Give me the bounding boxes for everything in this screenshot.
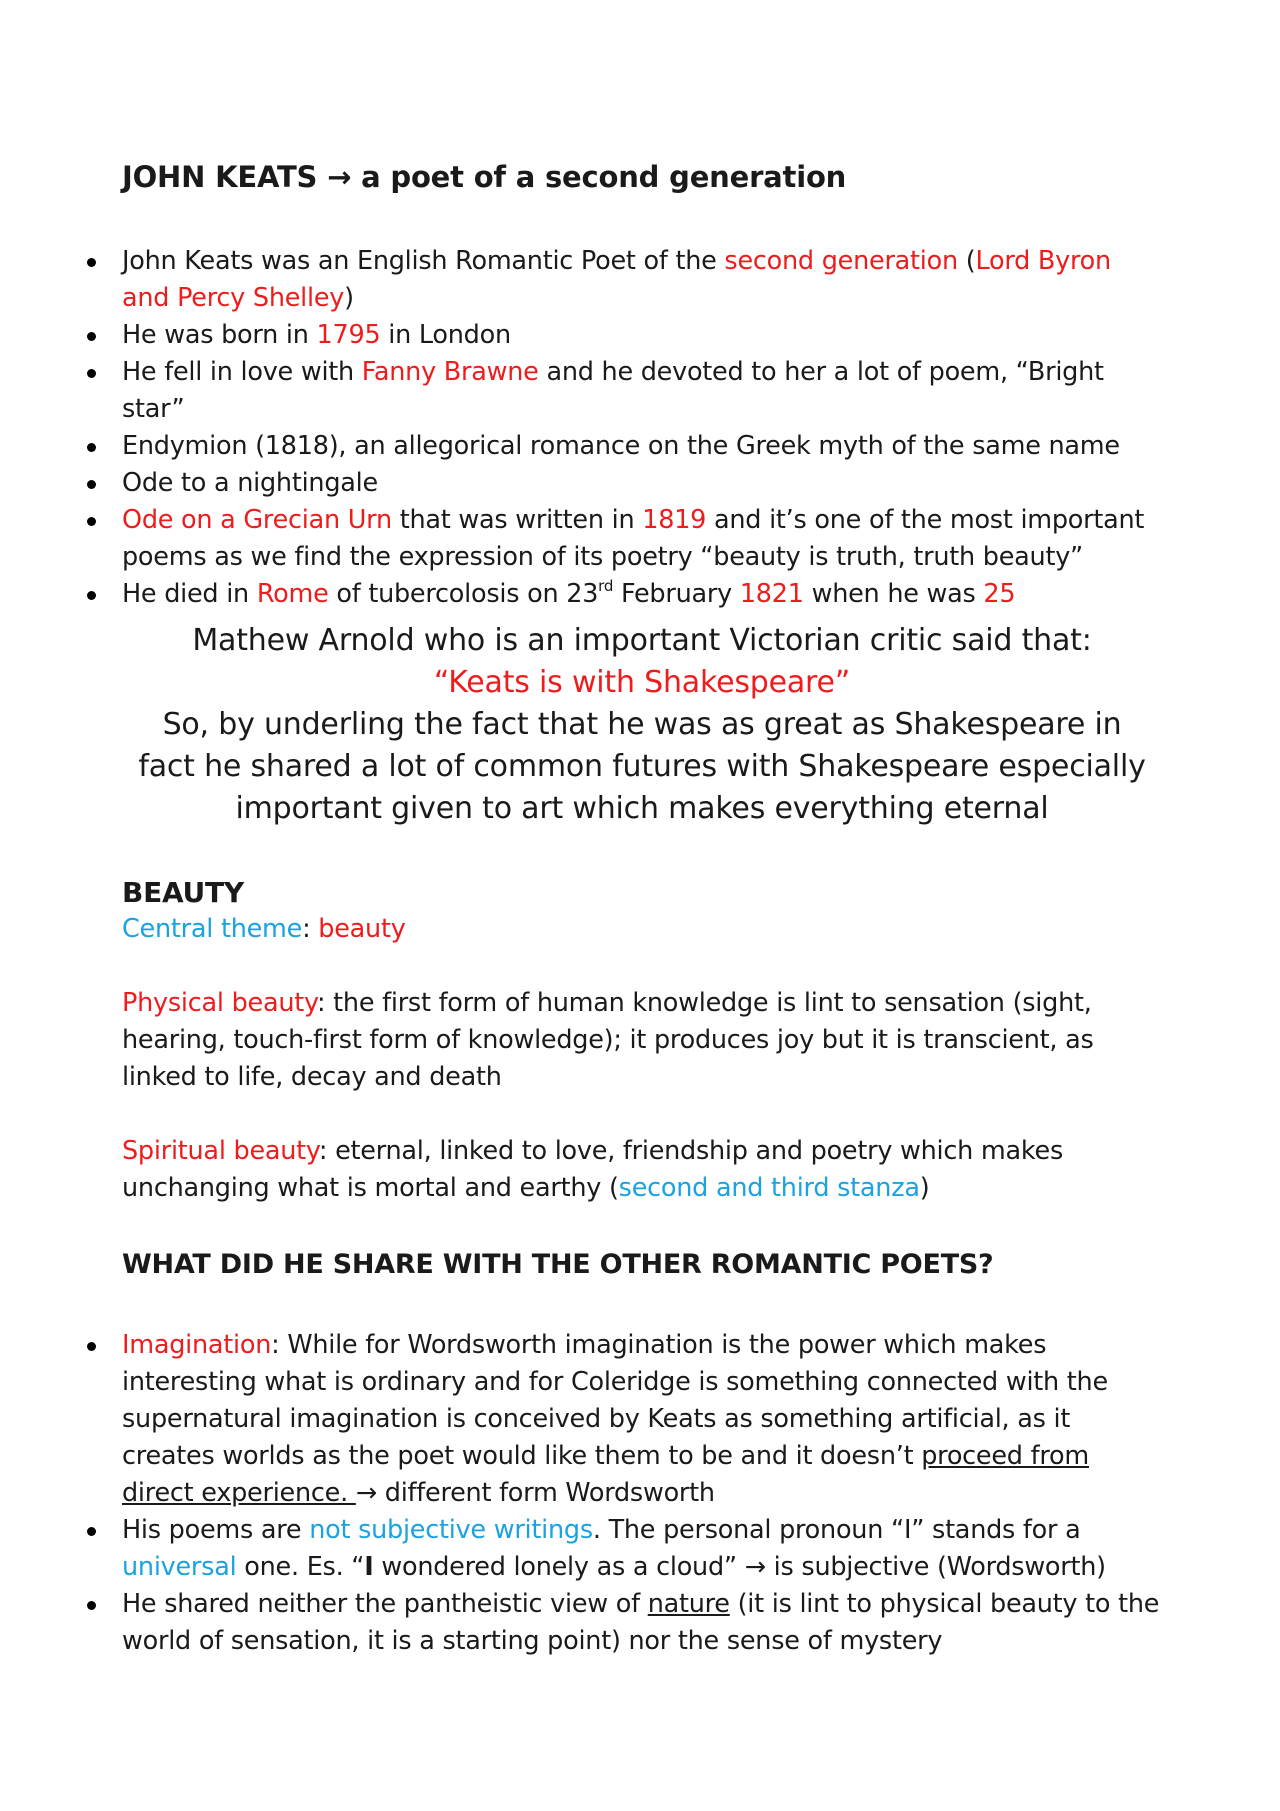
beauty-section xyxy=(122,874,1162,1207)
list-item: He died in Rome of tubercolosis on 23rd February 1821 when he was 25 xyxy=(122,576,1162,613)
central-theme: Central theme: beauty xyxy=(122,914,406,944)
quote-intro: Mathew Arnold who is an important Victorian critic said that: xyxy=(192,623,1092,658)
spiritual-beauty: Spiritual beauty: eternal, linked to love, friendship and poetry which makes unchanging what is mortal and earthy (second and third stanza) xyxy=(122,1136,1063,1203)
list-item: Ode on a Grecian Urn that was written in 1819 and it’s one of the most important poems as we find the expression of its poetry “beauty is truth, truth beauty” xyxy=(122,502,1162,576)
quote-comment: So, by underling the fact that he was as great as Shakespeare in fact he shared a lot of common futures with Shakespeare especially important given to art which makes everything eternal xyxy=(138,707,1146,826)
section-heading-share: WHAT DID HE SHARE WITH THE OTHER ROMANTIC POETS? xyxy=(122,1249,994,1280)
list-item: Imagination: While for Wordsworth imagination is the power which makes interesting what is ordinary and for Coleridge is something connected with the supernatural imagination is conceived by Keats as something artificial, as it creates worlds as the poet would like them to be and it doesn’t proceed from direct experience. → different form Wordsworth xyxy=(122,1327,1162,1512)
list-item: He was born in 1795 in London xyxy=(122,317,1162,354)
list-item: Ode to a nightingale xyxy=(122,465,1162,502)
share-list xyxy=(122,1327,1162,1660)
physical-beauty: Physical beauty: the first form of human knowledge is lint to sensation (sight, hearing, touch-first form of knowledge); it produces joy but it is transcient, as linked to life, decay and death xyxy=(122,988,1094,1092)
list-item: John Keats was an English Romantic Poet of the second generation (Lord Byron and Percy Shelley) xyxy=(122,243,1162,317)
list-item: He fell in love with Fanny Brawne and he devoted to her a lot of poem, “Bright star” xyxy=(122,354,1162,428)
quote-text: “Keats is with Shakespeare” xyxy=(433,665,851,700)
list-item: His poems are not subjective writings. The personal pronoun “I” stands for a universal one. Es. “I wondered lonely as a cloud” → is subjective (Wordsworth) xyxy=(122,1512,1162,1586)
intro-list xyxy=(122,243,1162,613)
list-item: He shared neither the pantheistic view of nature (it is lint to physical beauty to the world of sensation, it is a starting point) nor the sense of mystery xyxy=(122,1586,1162,1660)
section-heading-beauty: BEAUTY xyxy=(122,876,244,909)
page-title: JOHN KEATS → a poet of a second generation xyxy=(122,160,847,194)
arnold-quote xyxy=(122,620,1162,830)
list-item: Endymion (1818), an allegorical romance on the Greek myth of the same name xyxy=(122,428,1162,465)
